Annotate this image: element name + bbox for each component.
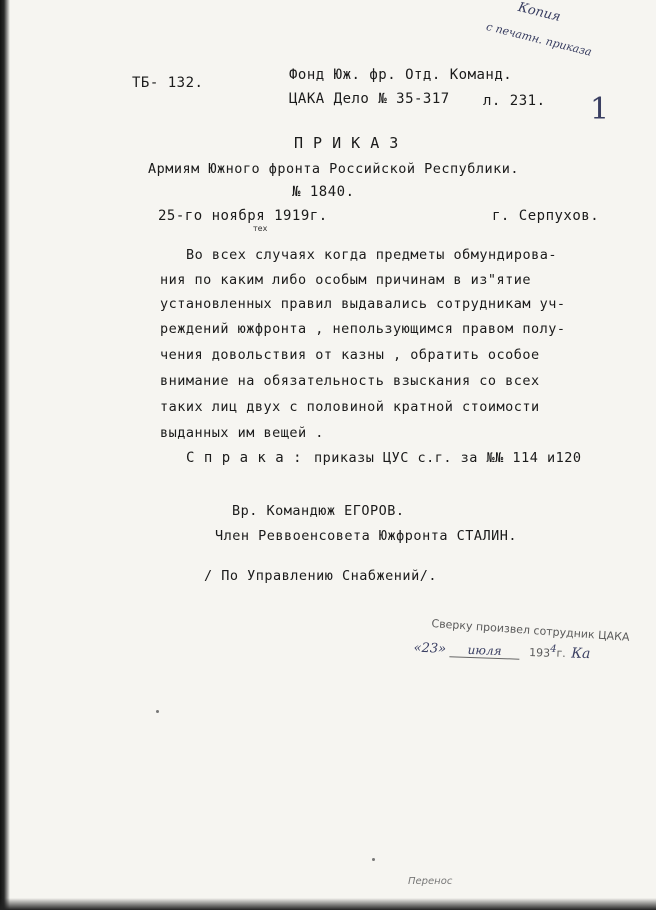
body-line-5: чения довольствия от казны , обратить особое — [160, 347, 540, 363]
signature-council-member: Член Реввоенсовета Южфронта СТАЛИН. — [215, 528, 517, 544]
transfer-stamp: Перенос — [408, 876, 453, 887]
verification-stamp-date: «23» июля 1934г. Ка — [413, 640, 591, 662]
body-line-1: Во всех случаях когда предметы обмундирова- — [186, 247, 557, 263]
archive-code: ТБ- 132. — [132, 75, 204, 91]
body-line-7: таких лиц двух с половиной кратной стоимости — [160, 399, 540, 415]
fond-reference: Фонд Юж. фр. Отд. Команд. — [289, 67, 513, 83]
body-line-2: ния по каким либо особым причинам в из"ятие — [160, 272, 531, 288]
handwritten-copy-note-line2: с печатн. приказа — [484, 20, 594, 59]
order-place: г. Серпухов. — [492, 208, 600, 224]
archive-case-number: ЦАКА Дело № 35-317 — [289, 91, 450, 107]
sheet-number: л. 231. — [483, 93, 546, 109]
document-title: П Р И К А З — [294, 134, 399, 152]
scan-speck — [156, 710, 159, 713]
scan-speck — [372, 858, 375, 861]
handwritten-page-number: 1 — [590, 92, 610, 127]
stamp-year-label: г. — [556, 646, 566, 660]
order-number: № 1840. — [292, 184, 355, 200]
stamp-initials: Ка — [570, 645, 591, 662]
stamp-year-suffix: 4 — [550, 643, 557, 655]
verification-stamp-line: Сверку произвел сотрудник ЦАКА — [431, 617, 630, 644]
body-line-6: внимание на обязательность взыскания со всех — [160, 373, 540, 389]
scan-bottom-edge — [0, 898, 656, 910]
body-line-8: выданных им вещей . — [160, 425, 324, 441]
body-line-4: реждений южфронта , непользующимся правом полу- — [160, 321, 566, 337]
inserted-word: тех — [253, 224, 268, 233]
handwritten-copy-note: Копия — [516, 0, 562, 26]
scan-left-edge — [0, 0, 10, 910]
stamp-month: июля — [449, 642, 519, 659]
order-date: 25-го ноября 1919г. — [158, 208, 328, 224]
supply-directorate-note: / По Управлению Снабжений/. — [204, 568, 437, 584]
body-line-3: установленных правил выдавались сотрудникам уч- — [160, 296, 566, 312]
signature-commander: Вр. Командюж ЕГОРОВ. — [232, 503, 405, 519]
reference-label: С п р а к а : — [186, 450, 303, 466]
stamp-year-prefix: 193 — [528, 645, 551, 660]
addressee-line: Армиям Южного фронта Российской Республики. — [148, 161, 519, 177]
stamp-day: 23 — [421, 640, 439, 657]
reference-text: приказы ЦУС с.г. за №№ 114 и120 — [314, 450, 582, 466]
